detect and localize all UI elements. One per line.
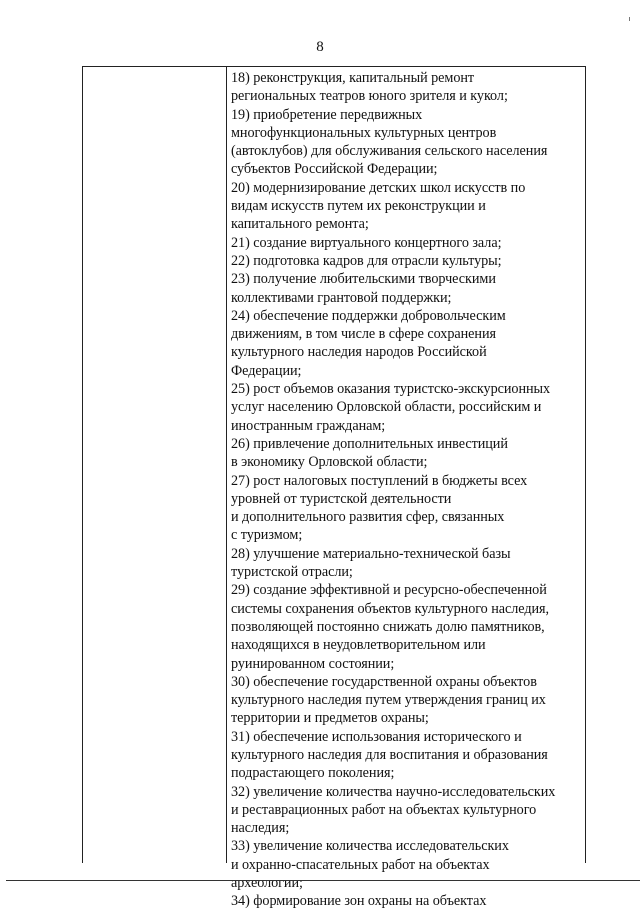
table-text-line: находящихся в неудовлетворительном или — [231, 637, 486, 654]
table-text-line: системы сохранения объектов культурного наследия, — [231, 600, 550, 617]
table-text-line: многофункциональных культурных центров — [231, 124, 497, 141]
table-text-line: 29) создание эффективной и ресурсно-обеспеченной — [231, 582, 547, 599]
table-text-line: 31) обеспечение использования исторического и — [231, 728, 522, 745]
table-text-line: 30) обеспечение государственной охраны объектов — [231, 673, 537, 690]
table-text-line: археологии; — [231, 875, 303, 892]
table-text-line: наследия; — [231, 820, 290, 837]
table-text-line: туристской отрасли; — [231, 564, 353, 581]
table-text-line: 34) формирование зон охраны на объектах — [231, 893, 487, 910]
table-text-line: 20) модернизирование детских школ искусств по — [231, 179, 526, 196]
table-text-line: и дополнительного развития сфер, связанных — [231, 509, 505, 526]
table-text-line: культурного наследия путем утверждения границ их — [231, 692, 546, 709]
table-text-line: и реставрационных работ на объектах культурного — [231, 801, 537, 818]
table-text-line: 26) привлечение дополнительных инвестиций — [231, 435, 508, 452]
column-divider — [226, 67, 227, 863]
scan-speck — [629, 17, 630, 21]
table-right-cell — [231, 69, 581, 911]
table-text-line: 25) рост объемов оказания туристско-экскурсионных — [231, 381, 551, 398]
table-text-line: коллективами грантовой поддержки; — [231, 289, 452, 306]
table-text-line: региональных театров юного зрителя и кукол; — [231, 88, 508, 105]
table-text-line: 19) приобретение передвижных — [231, 106, 423, 123]
page-bottom-edge — [6, 880, 640, 881]
table-text-line: услуг населению Орловской области, российским и — [231, 399, 542, 416]
table-text-line: 22) подготовка кадров для отрасли культуры; — [231, 252, 502, 269]
table-text-line: 21) создание виртуального концертного зала; — [231, 234, 502, 251]
page-number: 8 — [316, 39, 324, 55]
table-text-line: культурного наследия народов Российской — [231, 344, 487, 361]
table-text-line: Федерации; — [231, 362, 302, 379]
table-text-line: позволяющей постоянно снижать долю памятников, — [231, 618, 545, 635]
table-text-line: движениям, в том числе в сфере сохранения — [231, 326, 496, 343]
table-text-line: и охранно-спасательных работ на объектах — [231, 856, 490, 873]
table-text-line: культурного наследия для воспитания и образования — [231, 746, 548, 763]
table-text-line: 27) рост налоговых поступлений в бюджеты всех — [231, 472, 528, 489]
table-text-line: иностранным гражданам; — [231, 417, 386, 434]
table-text-line: 18) реконструкция, капитальный ремонт — [231, 70, 475, 86]
table-text-line: руинированном состоянии; — [231, 655, 395, 672]
table-text-line: 28) улучшение материально-технической базы — [231, 545, 511, 562]
table-text-line: с туризмом; — [231, 527, 303, 544]
table-text-line: 33) увеличение количества исследовательских — [231, 838, 509, 855]
table-text-line: 24) обеспечение поддержки добровольческим — [231, 307, 506, 324]
document-table — [82, 66, 586, 910]
table-text-line: видам искусств путем их реконструкции и — [231, 198, 486, 215]
table-text-line: 23) получение любительскими творческими — [231, 271, 496, 288]
table-text-line: (автоклубов) для обслуживания сельского населения — [231, 143, 548, 160]
table-left-cell — [83, 67, 226, 863]
table-text-line: подрастающего поколения; — [231, 765, 395, 782]
table-text-line: капитального ремонта; — [231, 216, 369, 233]
table-text-line: в экономику Орловской области; — [231, 454, 428, 471]
table-text-line: территории и предметов охраны; — [231, 710, 429, 727]
table-text-line: 32) увеличение количества научно-исследовательских — [231, 783, 556, 800]
table-text-line: уровней от туристской деятельности — [231, 490, 452, 507]
table-text-line: субъектов Российской Федерации; — [231, 161, 438, 178]
